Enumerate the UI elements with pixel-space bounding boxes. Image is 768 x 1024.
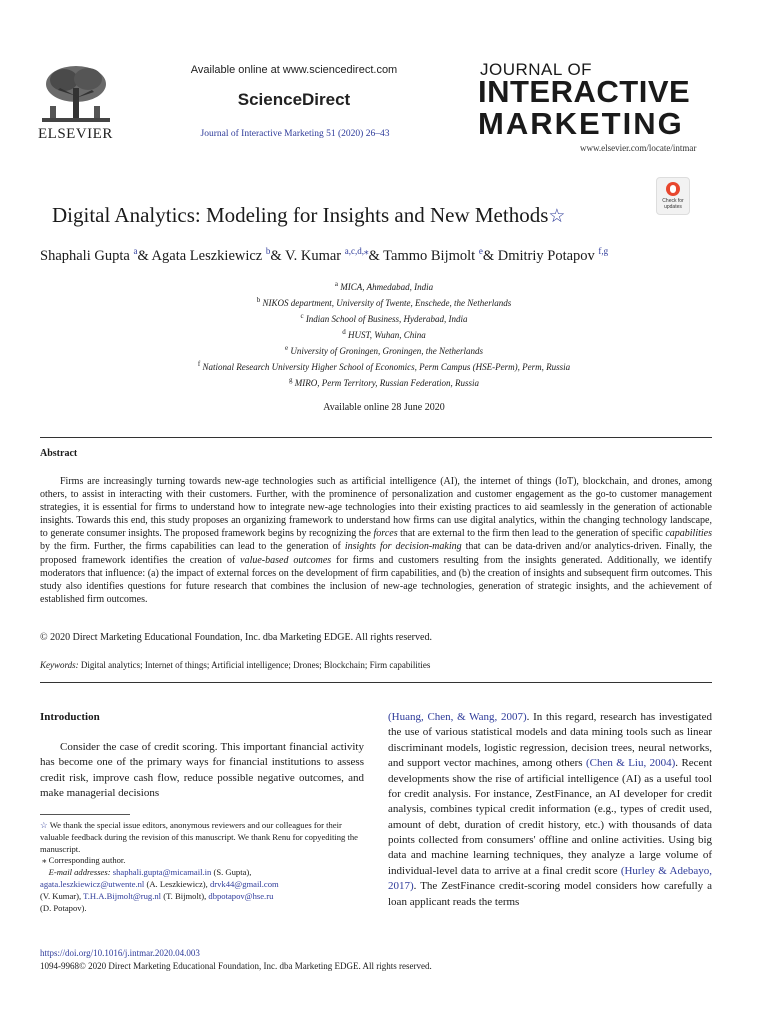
keywords-list: Digital analytics; Internet of things; Artificial intelligence; Drones; Blockchain; Firm capabilities [78,660,431,670]
affiliation-item: $^g$ MIRO, Perm Territory, Russian Federation, Russia [289,376,479,388]
intro-paragraph-right: (Huang, Chen, & Wang, 2007). In this regard, research has investigated the use of various statistical models and data mining tools such as linear discriminant models, logistic regression, decision trees, neural networks, and support vector machines, among others (Chen & Liu, 2004). Recent developments show the rise of artificial intelligence (AI) as a useful tool for credit analysis. For instance, ZestFinance, an AI developer for credit analysis, combines typical credit information (e.g., types of credit used, amount of debt, duration of credit history, etc.) with thousands of data points collected from consumers' offline and online activities. Using big data and machine learning techniques, they analyze a large volume of individual-level data to arrive at a final credit score (Hurley & Adebayo, 2017). The ZestFinance credit-scoring model considers how carefully a loan applicant reads the terms [388,711,712,908]
keywords-line [40,660,430,670]
author-name[interactable]: Shaphali Gupta [40,248,134,264]
abstract-heading: Abstract [40,448,78,459]
publisher-name: ELSEVIER [38,126,113,142]
journal-title-line3: MARKETING [478,106,684,141]
footnote-thanks: ☆ We thank the special issue editors, anonymous reviewers and our colleagues for their valuable feedback during the revision of this manuscript. We thank Renu for copyediting the manuscript. [40,820,358,854]
elsevier-tree-logo [36,62,116,128]
section-heading-introduction: Introduction [40,711,100,723]
affiliation-item: $^c$ Indian School of Business, Hyderabad, India [300,312,468,324]
article-title: Digital Analytics: Modeling for Insights and New Methods☆ [52,203,566,227]
doi-link[interactable]: https://doi.org/10.1016/j.intmar.2020.04.003 [40,948,200,958]
email-link[interactable]: drvk44@gmail.com [209,878,279,889]
author-list [40,246,608,265]
email-link[interactable]: agata.leszkiewicz@utwente.nl [40,878,145,889]
check-updates-label: Check for updates [662,198,684,210]
intro-paragraph-left: Consider the case of credit scoring. This important financial activity has become one of the primary ways for financial institutions to assess credit risk, improve cash flow, reduce possible negative outcomes, and make managerial decisions [40,741,364,800]
journal-title-line2: INTERACTIVE [478,74,691,109]
journal-title-line1: JOURNAL OF [480,60,593,79]
abstract-bottom-rule [40,682,712,683]
affiliation-item: $^b$ NIKOS department, University of Twente, Enschede, the Netherlands [256,296,512,308]
affiliation-list [40,278,728,390]
affiliation-item: $^a$ MICA, Ahmedabad, India [334,280,434,292]
journal-citation-link[interactable]: Journal of Interactive Marketing 51 (2020) 26–43 [200,129,390,139]
author-affil-sup[interactable]: b [265,246,271,256]
footnote-emails: E-mail addresses: shaphali.gupta@micamail.in (S. Gupta), agata.leszkiewicz@utwente.nl (A. Leszkiewicz), drvk44@gmail.com (V. Kumar), T.H.A.Bijmolt@rug.nl (T. Bijmolt), dbpotapov@hse.ru (D. Potapov). [40,867,279,913]
citation-link[interactable]: (Hurley & Adebayo, 2017) [388,864,712,893]
affiliation-item: $^f$ National Research University Higher School of Economics, Perm Campus (HSE-Perm), Perm, Russia [197,360,571,372]
check-for-updates-button[interactable] [656,177,690,215]
footnote-rule [40,814,130,815]
available-online-text: Available online at www.sciencedirect.com [190,64,398,76]
footnote-corresponding: ⁎ Corresponding author. [42,855,126,866]
keywords-label: Keywords: [40,660,79,670]
author-name[interactable]: & Tammo Bijmolt [368,248,479,264]
citation-link[interactable]: (Huang, Chen, & Wang, 2007) [388,711,527,723]
author-name[interactable]: & Dmitriy Potapov [482,248,599,264]
citation-link[interactable]: (Chen & Liu, 2004) [585,757,676,770]
abstract-text: Firms are increasingly turning towards new-age technologies such as artificial intelligence (AI), the internet of things (IoT), blockchain, and drones, among others, to assist in interacting with their customers. Further, with the prominence of personalization and customer engagement as the go-to customer management strategies, it is essential for firms to understand how to integrate new-age technologies into their existing practices to aid seamlessly in the generation of actionable insights. Towards this end, this study proposes an organizing framework to understand how firms can use digital analytics, within the changing technology landscape, to generate consumer insights. The proposed framework begins by recognizing the forces that are external to the firm then lead to the generation of specific capabilities by the firm. Further, the firms capabilities can lead to the generation of insights for decision-making that can be data-driven and/or analytics-driven. Finally, the proposed framework identifies the creation of value-based outcomes for firms and customers resulting from the insights generated. Additionally, we identify moderators that influence: (a) the impact of external forces on the development of firm capabilities, and (b) the creation of insights and subsequent firm outcomes. This study also identifies questions for future research that combines the inclusion of new-age technologies, generation of strategic insights, and the achievement of established firm outcomes. [40,476,712,605]
affiliation-item: $^e$ University of Groningen, Groningen, the Netherlands [285,344,483,356]
footnote-star-icon: ☆ [40,820,48,830]
available-online-date: Available online 28 June 2020 [323,402,445,413]
issn-copyright: 1094-9968© 2020 Direct Marketing Educational Foundation, Inc. dba Marketing EDGE. All rights reserved. [40,961,432,971]
author-affil-sup[interactable]: a [133,246,138,256]
author-affil-sup[interactable]: a,c,d,⁎ [344,246,369,256]
author-name[interactable]: & V. Kumar [270,248,345,264]
footnotes [40,820,364,914]
email-link[interactable]: dbpotapov@hse.ru [208,890,274,901]
author-affil-sup[interactable]: e [478,246,483,256]
check-updates-icon [666,182,680,196]
abstract-copyright: © 2020 Direct Marketing Educational Foundation, Inc. dba Marketing EDGE. All rights reserved. [40,632,432,643]
affiliation-item: $^d$ HUST, Wuhan, China [342,328,426,340]
corresponding-asterisk-icon: ⁎ [42,855,47,866]
email-link[interactable]: shaphali.gupta@micamail.in [112,867,212,878]
author-affil-sup[interactable]: f,g [598,246,609,256]
email-link[interactable]: T.H.A.Bijmolt@rug.nl [83,890,162,901]
sciencedirect-logo: ScienceDirect [237,90,351,109]
abstract-top-rule [40,437,712,438]
title-footnote-star-icon[interactable]: ☆ [548,206,566,227]
journal-url: www.elsevier.com/locate/intmar [580,143,697,153]
author-name[interactable]: & Agata Leszkiewicz [137,248,266,264]
